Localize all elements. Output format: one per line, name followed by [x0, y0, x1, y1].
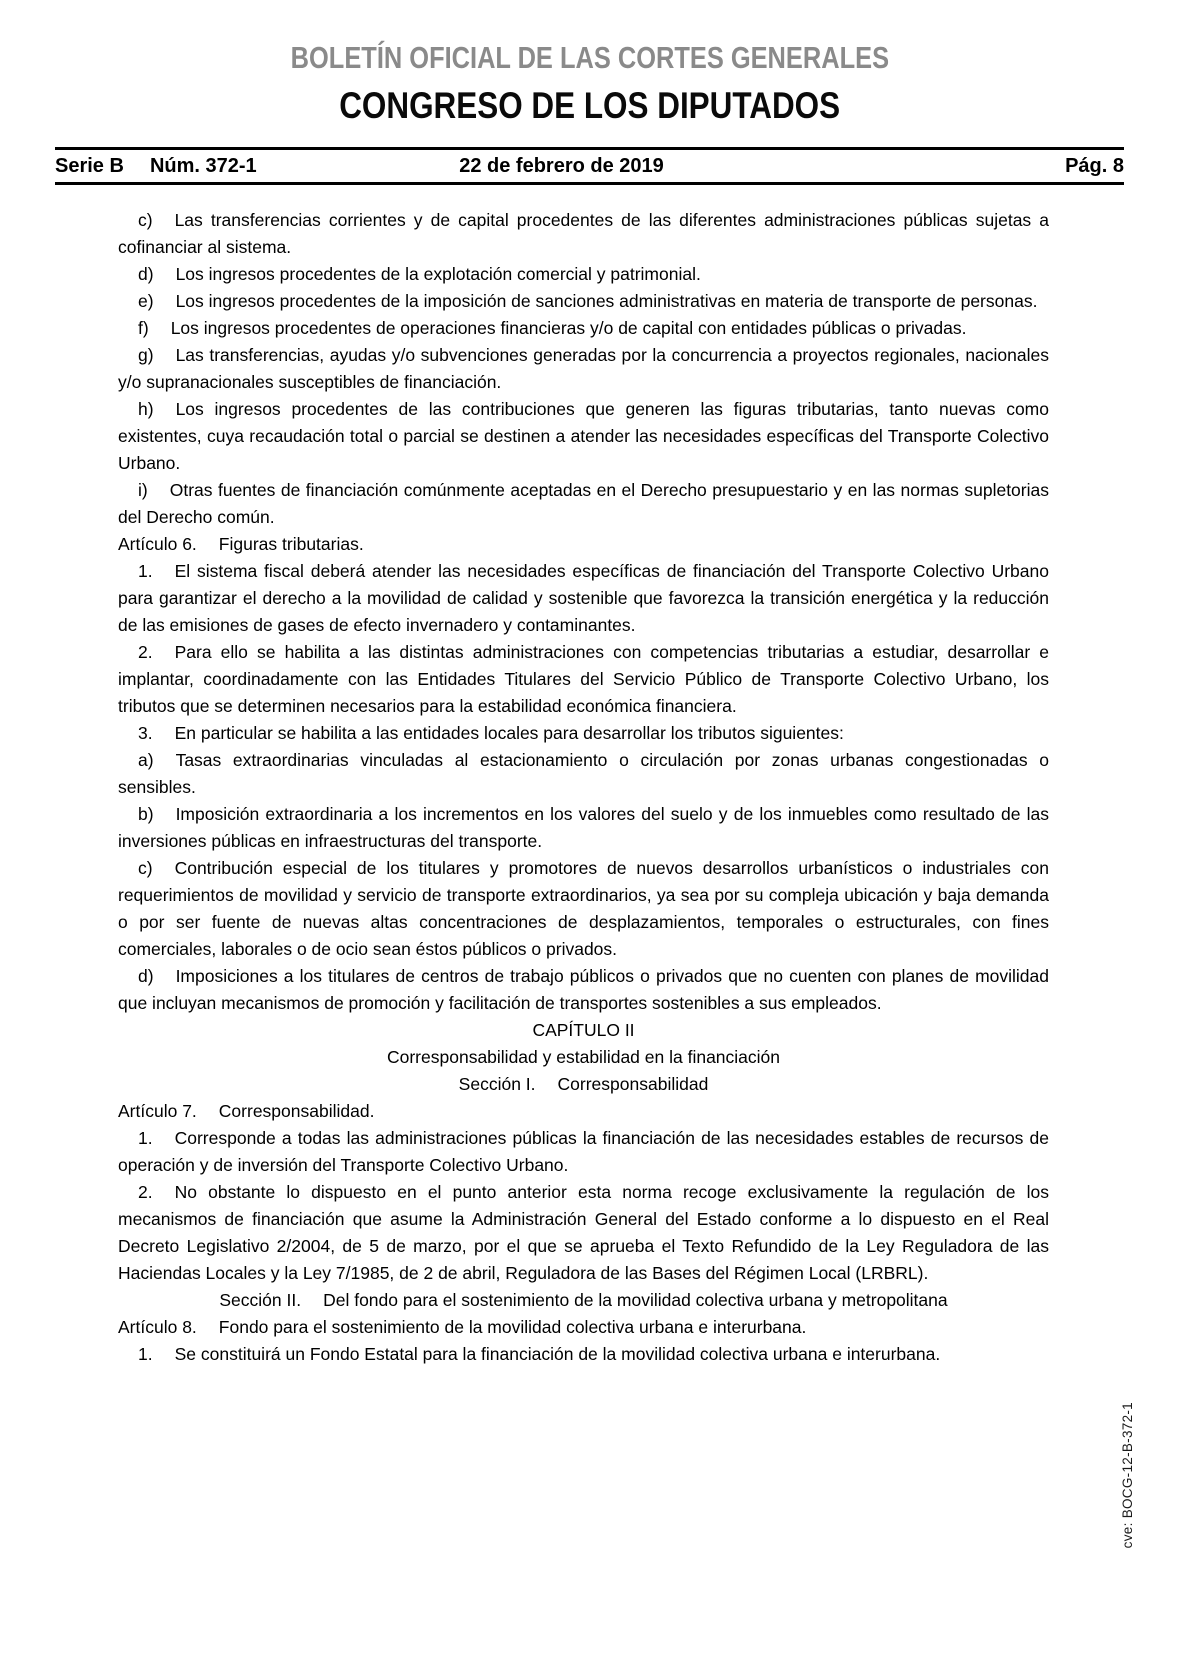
chapter-title: Corresponsabilidad y estabilidad en la financiación — [386, 1047, 781, 1067]
article-7-paragraph-1 — [118, 1125, 1049, 1179]
bulletin-title — [0, 42, 1179, 74]
article-6-paragraph-2 — [118, 639, 1049, 720]
congress-title — [0, 87, 1179, 125]
item-marker: e) — [138, 291, 154, 311]
item-text: Los ingresos procedentes de operaciones financieras y/o de capital con entidades públicas o privadas. — [170, 318, 967, 338]
article-number: Artículo 7. — [118, 1101, 197, 1121]
list-item-f — [118, 315, 1049, 342]
paragraph-text: Para ello se habilita a las distintas administraciones con competencias tributarias a estudiar, desarrollar e implantar, coordinadamente con las Entidades Titulares del Servicio Público de Transporte Colectivo Urbano, los tributos que se determinen necesarios para la estabilidad económica financiera. — [118, 642, 1049, 716]
item-marker: i) — [138, 480, 148, 500]
paragraph-text: No obstante lo dispuesto en el punto anterior esta norma recoge exclusivamente la regulación de los mecanismos de financiación que asume la Administración General del Estado conforme a lo dispuesto en el Real Decreto Legislativo 2/2004, de 5 de marzo, por el que se aprueba el Texto Refundido de la Ley Reguladora de las Haciendas Locales y la Ley 7/1985, de 2 de abril, Reguladora de las Bases del Régimen Local (LRBRL). — [118, 1182, 1049, 1283]
article-7-heading — [118, 1098, 1049, 1125]
article-7-paragraph-2 — [118, 1179, 1049, 1287]
article-title: Fondo para el sostenimiento de la movilidad colectiva urbana e interurbana. — [218, 1317, 807, 1337]
article-8-heading — [118, 1314, 1049, 1341]
paragraph-marker: 1. — [138, 561, 153, 581]
item-text: Contribución especial de los titulares y promotores de nuevos desarrollos urbanísticos o industriales con requerimientos de movilidad y servicio de transporte extraordinarios, ya sea por su compleja ubicación y baja demanda o por ser fuente de nuevas altas concentraciones de desplazamientos, temporales o estructurales, con fines comerciales, laborales o de ocio sean éstos públicos o privados. — [118, 858, 1049, 959]
item-marker: b) — [138, 804, 154, 824]
item-text: Imposiciones a los titulares de centros de trabajo públicos o privados que no cuenten con planes de movilidad que incluyan mecanismos de promoción y facilitación de transportes sostenibles a sus empleados. — [118, 966, 1049, 1013]
paragraph-text: En particular se habilita a las entidades locales para desarrollar los tributos siguientes: — [174, 723, 844, 743]
paragraph-marker: 1. — [138, 1128, 153, 1148]
bulletin-title-text: BOLETÍN OFICIAL DE LAS CORTES GENERALES — [290, 40, 889, 75]
item-text: Los ingresos procedentes de la explotación comercial y patrimonial. — [175, 264, 701, 284]
item-marker: c) — [138, 210, 153, 230]
paragraph-marker: 2. — [138, 642, 153, 662]
paragraph-marker: 2. — [138, 1182, 153, 1202]
article-6-paragraph-3 — [118, 720, 1049, 747]
item-text: Las transferencias, ayudas y/o subvenciones generadas por la concurrencia a proyectos regionales, nacionales y/o supranacionales susceptibles de financiación. — [118, 345, 1049, 392]
item-marker: g) — [138, 345, 154, 365]
chapter-label: CAPÍTULO II — [532, 1020, 635, 1040]
serie-label: Serie B — [55, 154, 124, 177]
section-1-heading — [118, 1071, 1049, 1098]
list-item-b2 — [118, 801, 1049, 855]
item-text: Las transferencias corrientes y de capital procedentes de las diferentes administraciones públicas sujetas a cofinanciar al sistema. — [118, 210, 1049, 257]
item-marker: d) — [138, 966, 154, 986]
document-body — [118, 207, 1049, 1368]
item-marker: a) — [138, 750, 154, 770]
section-title: Del fondo para el sostenimiento de la movilidad colectiva urbana y metropolitana — [323, 1290, 948, 1310]
paragraph-marker: 1. — [138, 1344, 153, 1364]
item-text: Los ingresos procedentes de las contribuciones que generen las figuras tributarias, tanto nuevas como existentes, cuya recaudación total o parcial se destinen a atender las necesidades específicas del Transporte Colectivo Urbano. — [118, 399, 1049, 473]
item-marker: c) — [138, 858, 153, 878]
paragraph-text: El sistema fiscal deberá atender las necesidades específicas de financiación del Transporte Colectivo Urbano para garantizar el derecho a la movilidad de calidad y sostenible que favorezca la transición energética y la reducción de las emisiones de gases de efecto invernadero y contaminantes. — [118, 561, 1049, 635]
item-marker: f) — [138, 318, 149, 338]
issue-number: Núm. 372-1 — [149, 154, 257, 177]
list-item-g — [118, 342, 1049, 396]
article-8-paragraph-1 — [118, 1341, 1049, 1368]
paragraph-text: Corresponde a todas las administraciones públicas la financiación de las necesidades estables de recursos de operación y de inversión del Transporte Colectivo Urbano. — [118, 1128, 1049, 1175]
congress-title-text: CONGRESO DE LOS DIPUTADOS — [339, 85, 840, 126]
list-item-a2 — [118, 747, 1049, 801]
article-6-heading — [118, 531, 1049, 558]
list-item-i — [118, 477, 1049, 531]
article-number: Artículo 6. — [118, 534, 197, 554]
article-6-paragraph-1 — [118, 558, 1049, 639]
section-2-heading — [118, 1287, 1049, 1314]
section-number: Sección II. — [219, 1290, 302, 1310]
issue-info-bar — [55, 147, 1124, 185]
list-item-d — [118, 261, 1049, 288]
item-marker: d) — [138, 264, 154, 284]
list-item-c2 — [118, 855, 1049, 963]
cve-code: cve: BOCG-12-B-372-1 — [1120, 1401, 1135, 1548]
list-item-d2 — [118, 963, 1049, 1017]
masthead — [0, 0, 1179, 125]
issue-date: 22 de febrero de 2019 — [459, 154, 664, 177]
item-text: Imposición extraordinaria a los incrementos en los valores del suelo y de los inmuebles como resultado de las inversiones públicas en infraestructuras del transporte. — [118, 804, 1049, 851]
list-item-c — [118, 207, 1049, 261]
page-number: Pág. 8 — [1065, 154, 1124, 177]
item-text: Tasas extraordinarias vinculadas al estacionamiento o circulación por zonas urbanas congestionadas o sensibles. — [118, 750, 1049, 797]
paragraph-text: Se constituirá un Fondo Estatal para la financiación de la movilidad colectiva urbana e interurbana. — [174, 1344, 941, 1364]
list-item-h — [118, 396, 1049, 477]
item-marker: h) — [138, 399, 154, 419]
item-text: Otras fuentes de financiación comúnmente aceptadas en el Derecho presupuestario y en las normas supletorias del Derecho común. — [118, 480, 1049, 527]
section-title: Corresponsabilidad — [557, 1074, 709, 1094]
paragraph-marker: 3. — [138, 723, 153, 743]
list-item-e — [118, 288, 1049, 315]
article-number: Artículo 8. — [118, 1317, 197, 1337]
item-text: Los ingresos procedentes de la imposición de sanciones administrativas en materia de transporte de personas. — [175, 291, 1038, 311]
article-title: Figuras tributarias. — [218, 534, 364, 554]
section-number: Sección I. — [458, 1074, 536, 1094]
article-title: Corresponsabilidad. — [218, 1101, 375, 1121]
